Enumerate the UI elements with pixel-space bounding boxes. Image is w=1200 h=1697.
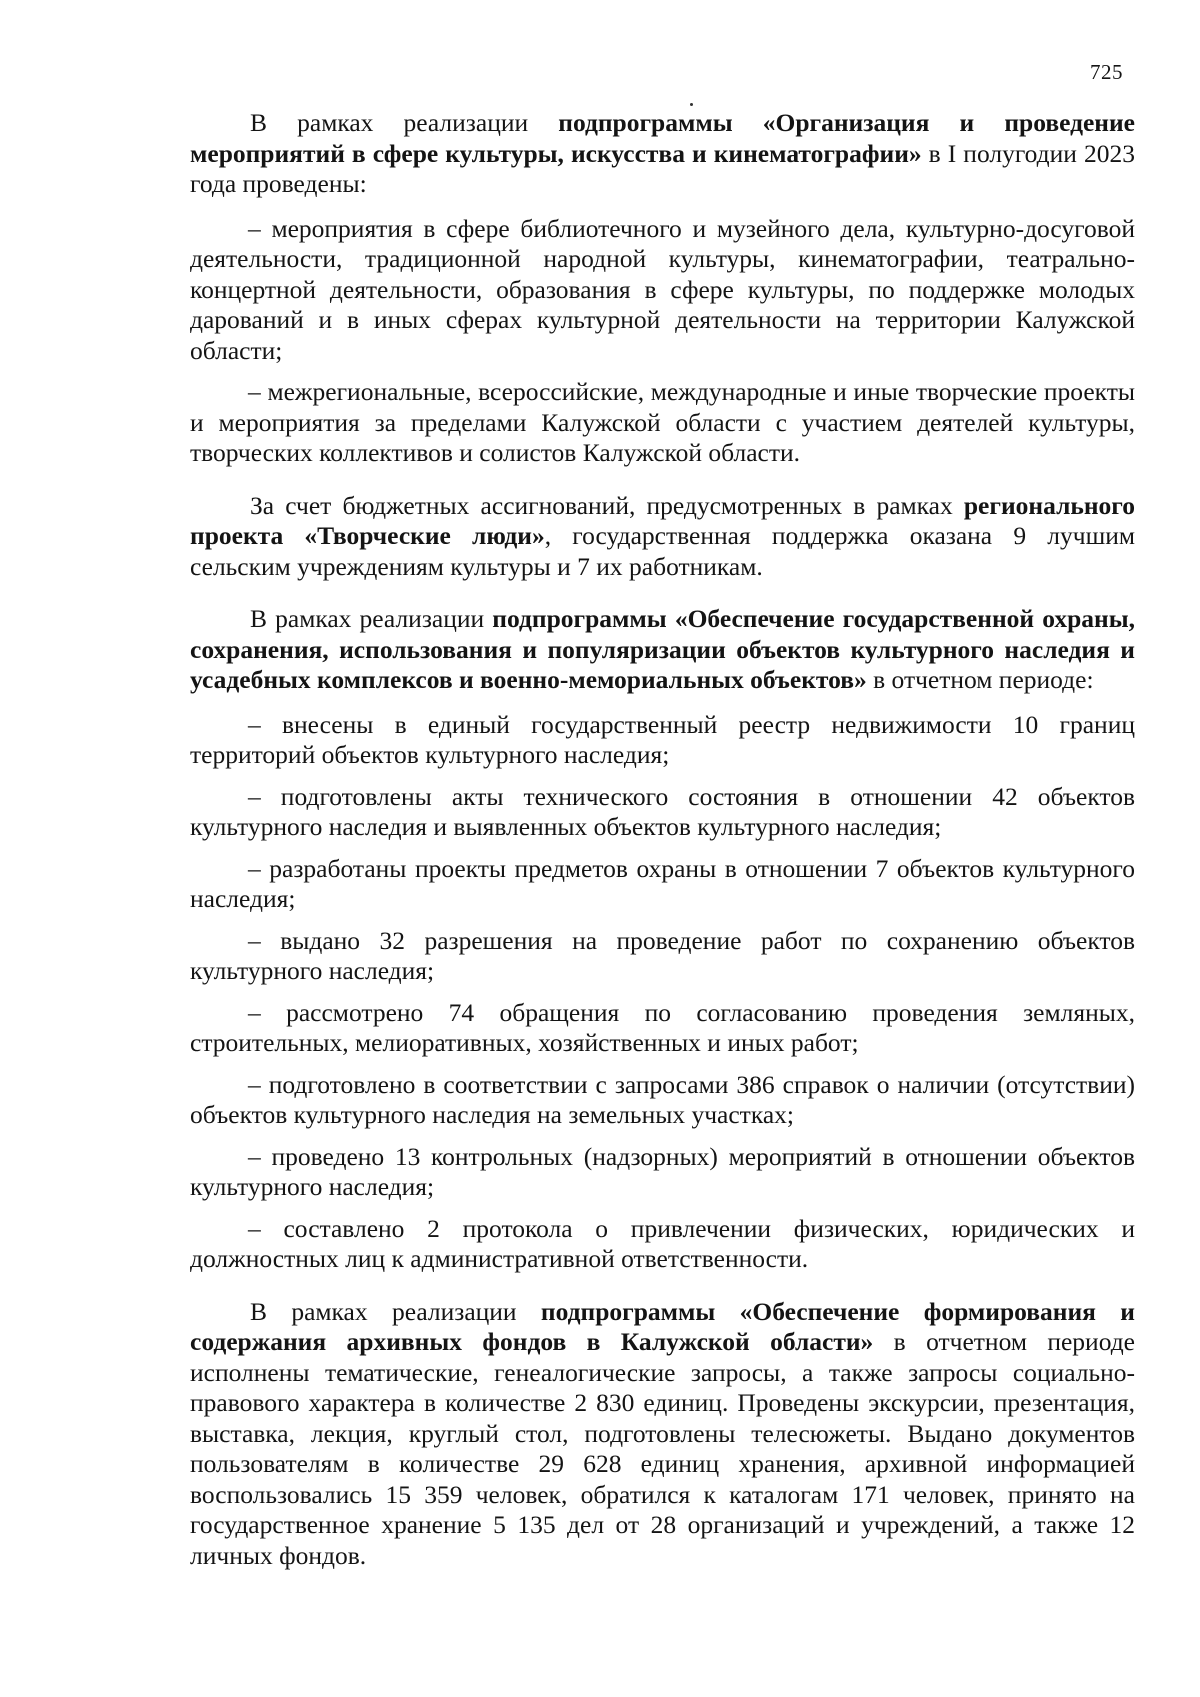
list-item-permits: – выдано 32 разрешения на проведение работ по сохранению объектов культурного наследия; [190, 925, 1135, 985]
list-item-protection-projects: – разработаны проекты предметов охраны в отношении 7 объектов культурного наследия; [190, 853, 1135, 913]
page-number: 725 [1090, 60, 1123, 84]
paragraph-heritage-subprogram [190, 604, 1135, 696]
paragraph-archives-subprogram [190, 1297, 1135, 1572]
list-item-registry-borders: – внесены в единый государственный реестр недвижимости 10 границ территорий объектов культурного наследия; [190, 709, 1135, 769]
paragraph-creative-people-project [190, 491, 1135, 583]
list-item-technical-acts: – подготовлены акты технического состояния в отношении 42 объектов культурного наследия и выявленных объектов культурного наследия; [190, 781, 1135, 841]
list-item-certificates: – подготовлено в соответствии с запросами 386 справок о наличии (отсутствии) объектов культурного наследия на земельных участках; [190, 1069, 1135, 1129]
document-body [190, 108, 1135, 1571]
paragraph-lead: В рамках реализации [250, 108, 559, 137]
paragraph-lead: В рамках реализации [250, 1296, 541, 1326]
scan-speck [690, 103, 693, 106]
list-item-protocols: – составлено 2 протокола о привлечении физических, юридических и должностных лиц к административной ответственности. [190, 1213, 1135, 1273]
list-item-interregional-projects: – межрегиональные, всероссийские, международные и иные творческие проекты и мероприятия за пределами Калужской области с участием деятелей культуры, творческих коллективов и солистов Калужской области. [190, 377, 1135, 467]
paragraph-tail: в I полугодии 2023 года проведены: [190, 138, 1135, 198]
list-item-culture-events: – мероприятия в сфере библиотечного и музейного дела, культурно-досуговой деятельности, традиционной народной культуры, кинематографии, театрально-концертной деятельности, образования в сфере культуры, по поддержке молодых дарований и в иных сферах культурной деятельности на территории Калужской области; [190, 213, 1135, 365]
subprogram-title-archives: подпрограммы «Обеспечение формирования и содержания архивных фондов в Калужской области» [190, 1296, 1135, 1356]
list-item-approvals: – рассмотрено 74 обращения по согласованию проведения земляных, строительных, мелиоративных, хозяйственных и иных работ; [190, 997, 1135, 1057]
project-title-creative-people: регионального проекта «Творческие люди» [190, 490, 1135, 550]
subprogram-title-heritage: подпрограммы «Обеспечение государственной охраны, сохранения, использования и популяризации объектов культурного наследия и усадебных комплексов и военно-мемориальных объектов» [190, 604, 1135, 694]
paragraph-tail: в отчетном периоде: [866, 665, 1094, 694]
paragraph-culture-subprogram [190, 108, 1135, 200]
paragraph-tail: , государственная поддержка оказана 9 лучшим сельским учреждениям культуры и 7 их работникам. [190, 521, 1135, 581]
paragraph-lead: За счет бюджетных ассигнований, предусмотренных в рамках [250, 490, 964, 520]
list-item-inspections: – проведено 13 контрольных (надзорных) мероприятий в отношении объектов культурного наследия; [190, 1141, 1135, 1201]
subprogram-title-culture: подпрограммы «Организация и проведение мероприятий в сфере культуры, искусства и кинематографии» [190, 108, 1135, 168]
paragraph-lead: В рамках реализации [250, 604, 493, 633]
paragraph-tail: в отчетном периоде исполнены тематические, генеалогические запросы, а также запросы социально-правового характера в количестве 2 830 единиц. Проведены экскурсии, презентация, выставка, лекция, круглый стол, подготовлены телесюжеты. Выдано документов пользователям в количестве 29 628 единиц хранения, архивной информацией воспользовались 15 359 человек, обратился к каталогам 171 человек, принято на государственное хранение 5 135 дел от 28 организаций и учреждений, а также 12 личных фондов. [190, 1327, 1135, 1570]
